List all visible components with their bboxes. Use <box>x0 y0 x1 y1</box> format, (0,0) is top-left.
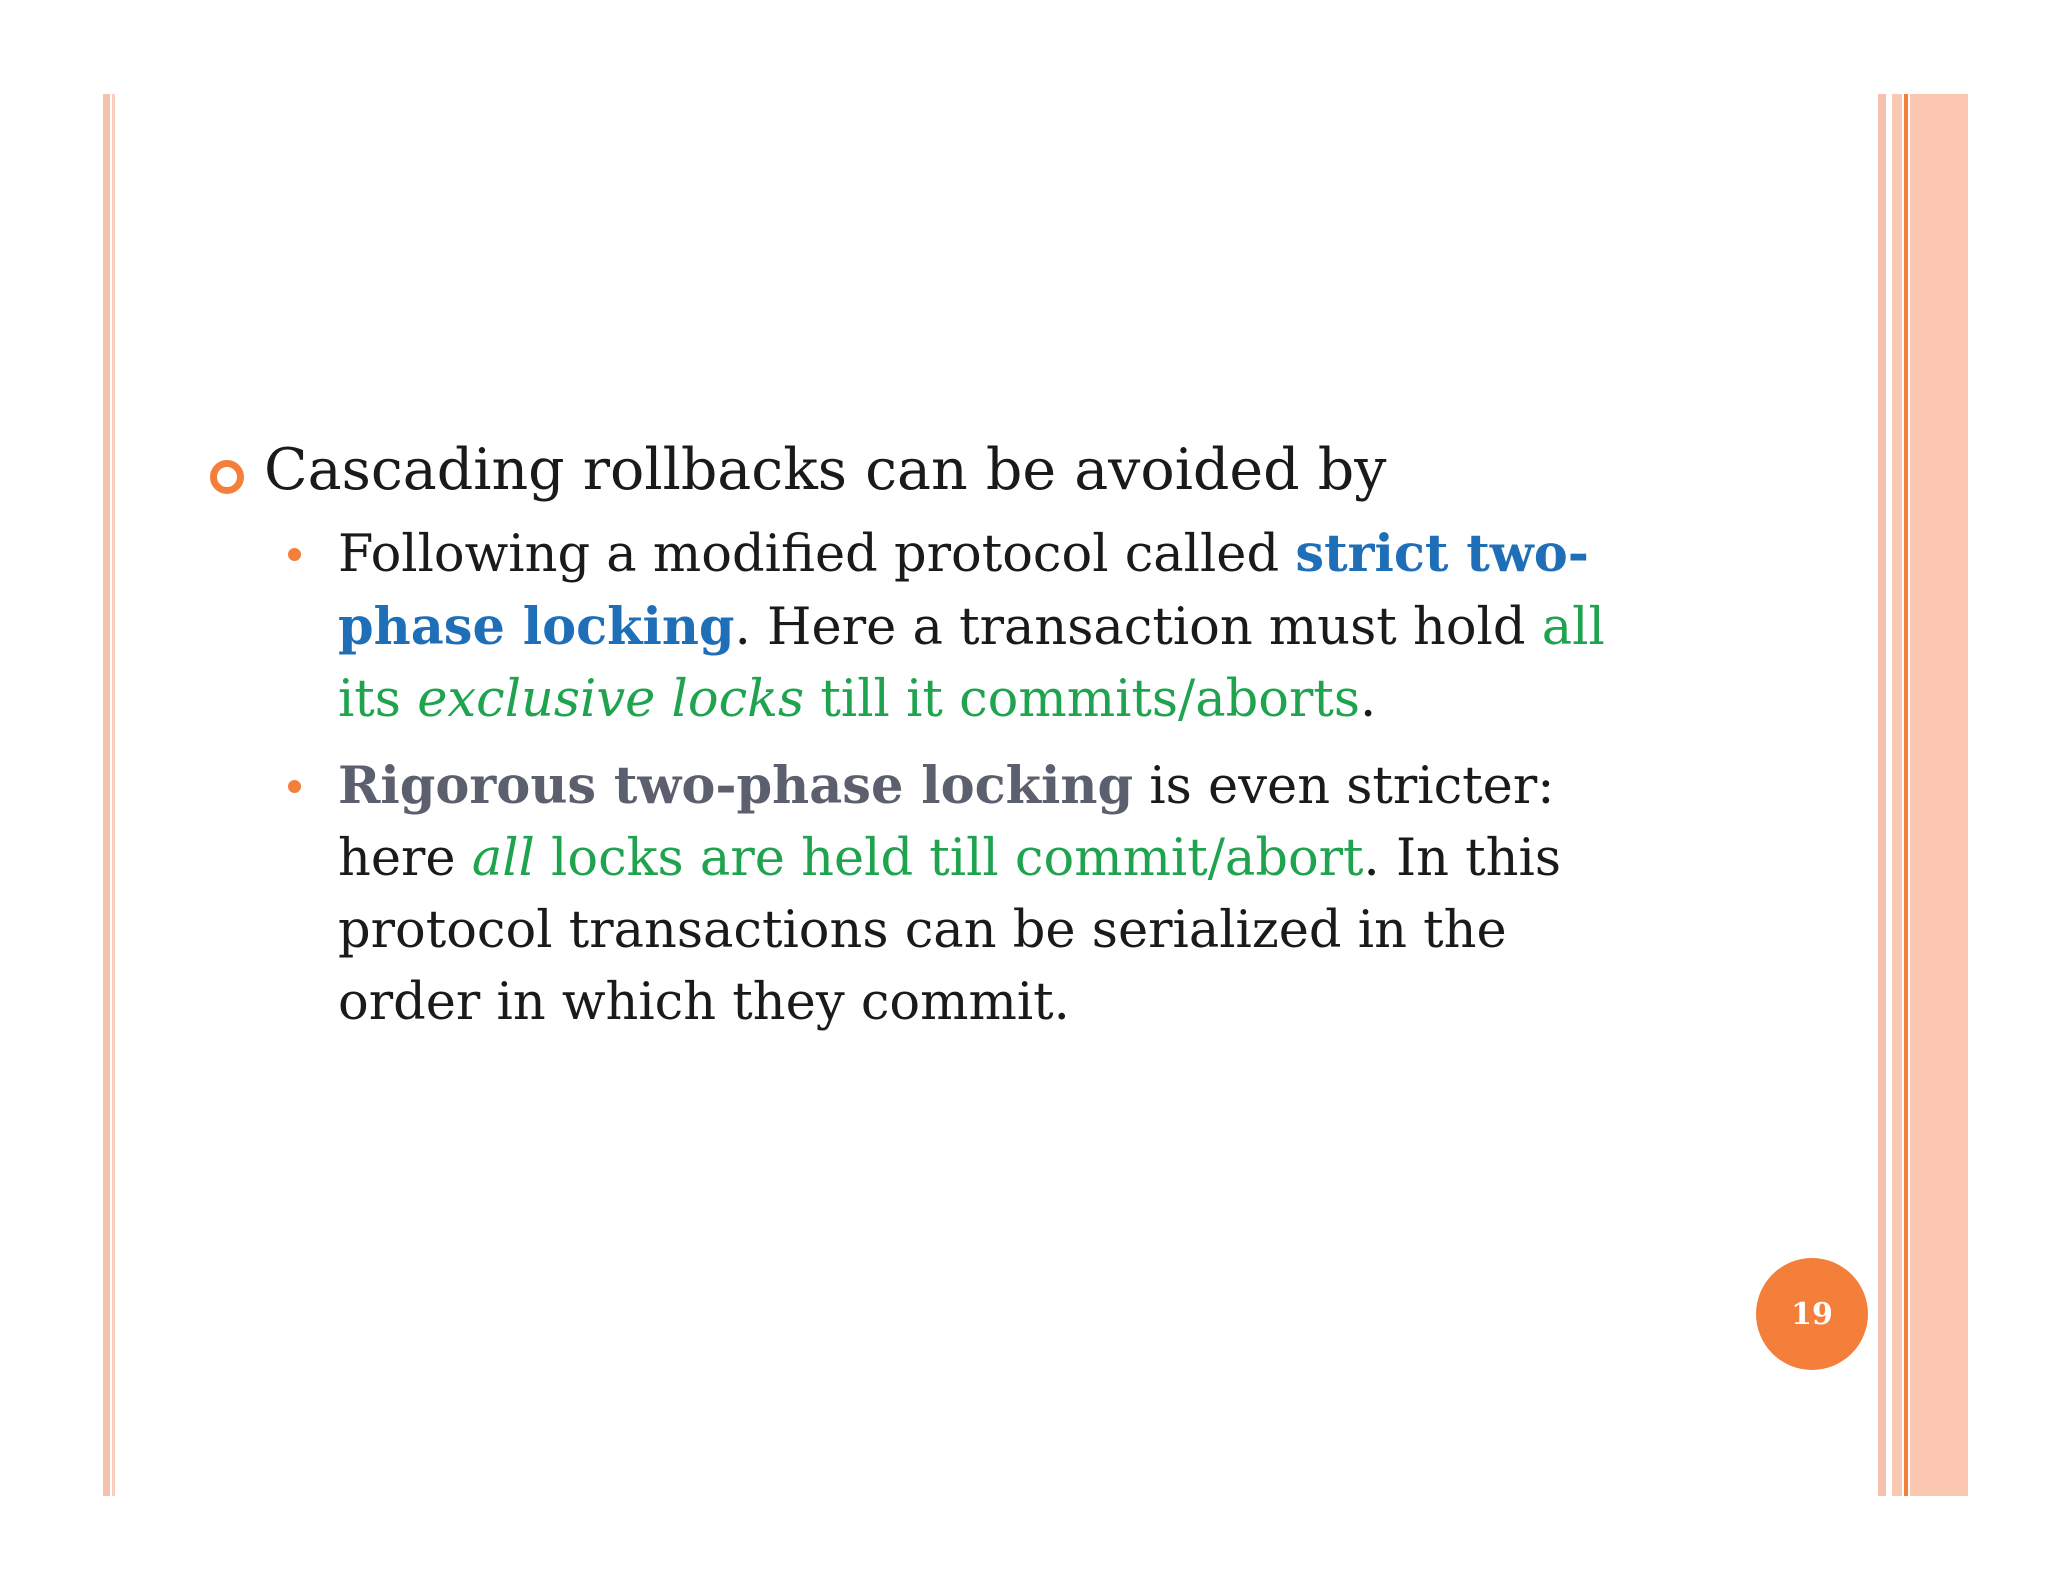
heading-text: Cascading rollbacks can be avoided by <box>264 437 1387 503</box>
emphasis-italic-run: all <box>471 829 535 888</box>
bullet-text <box>338 525 1605 729</box>
emphasis-run: all its <box>338 598 1605 729</box>
text-run: . In this protocol transactions can be serialized in the order in which they commit. <box>338 829 1561 1032</box>
sub-bullet-rigorous-2pl <box>338 750 1660 1039</box>
emphasis-run: locks are held till commit/abort <box>534 829 1364 888</box>
hollow-circle-bullet-icon <box>210 460 244 494</box>
text-run: is even stricter: here <box>338 757 1555 888</box>
emphasis-run: till it commits/aborts <box>804 670 1361 729</box>
left-border-decoration-inner <box>112 94 115 1496</box>
sub-bullet-strict-2pl <box>338 518 1660 736</box>
term-rigorous-two-phase-locking: Rigorous two-phase locking <box>338 756 1134 816</box>
slide-body <box>200 430 1660 1053</box>
heading-bullet <box>200 430 1660 510</box>
emphasis-italic-run: exclusive locks <box>417 670 805 729</box>
term-strict-two-phase-locking: strict two-phase locking <box>338 524 1589 657</box>
text-run: Following a modified protocol called <box>338 525 1296 584</box>
dot-bullet-icon <box>288 780 301 793</box>
text-run: . Here a transaction must hold <box>734 598 1542 657</box>
right-border-decoration <box>1878 94 1968 1496</box>
dot-bullet-icon <box>288 548 301 561</box>
text-run: . <box>1360 670 1377 729</box>
left-border-decoration <box>103 94 110 1496</box>
bullet-text <box>338 757 1561 1032</box>
page-number-badge: 19 <box>1756 1258 1868 1370</box>
